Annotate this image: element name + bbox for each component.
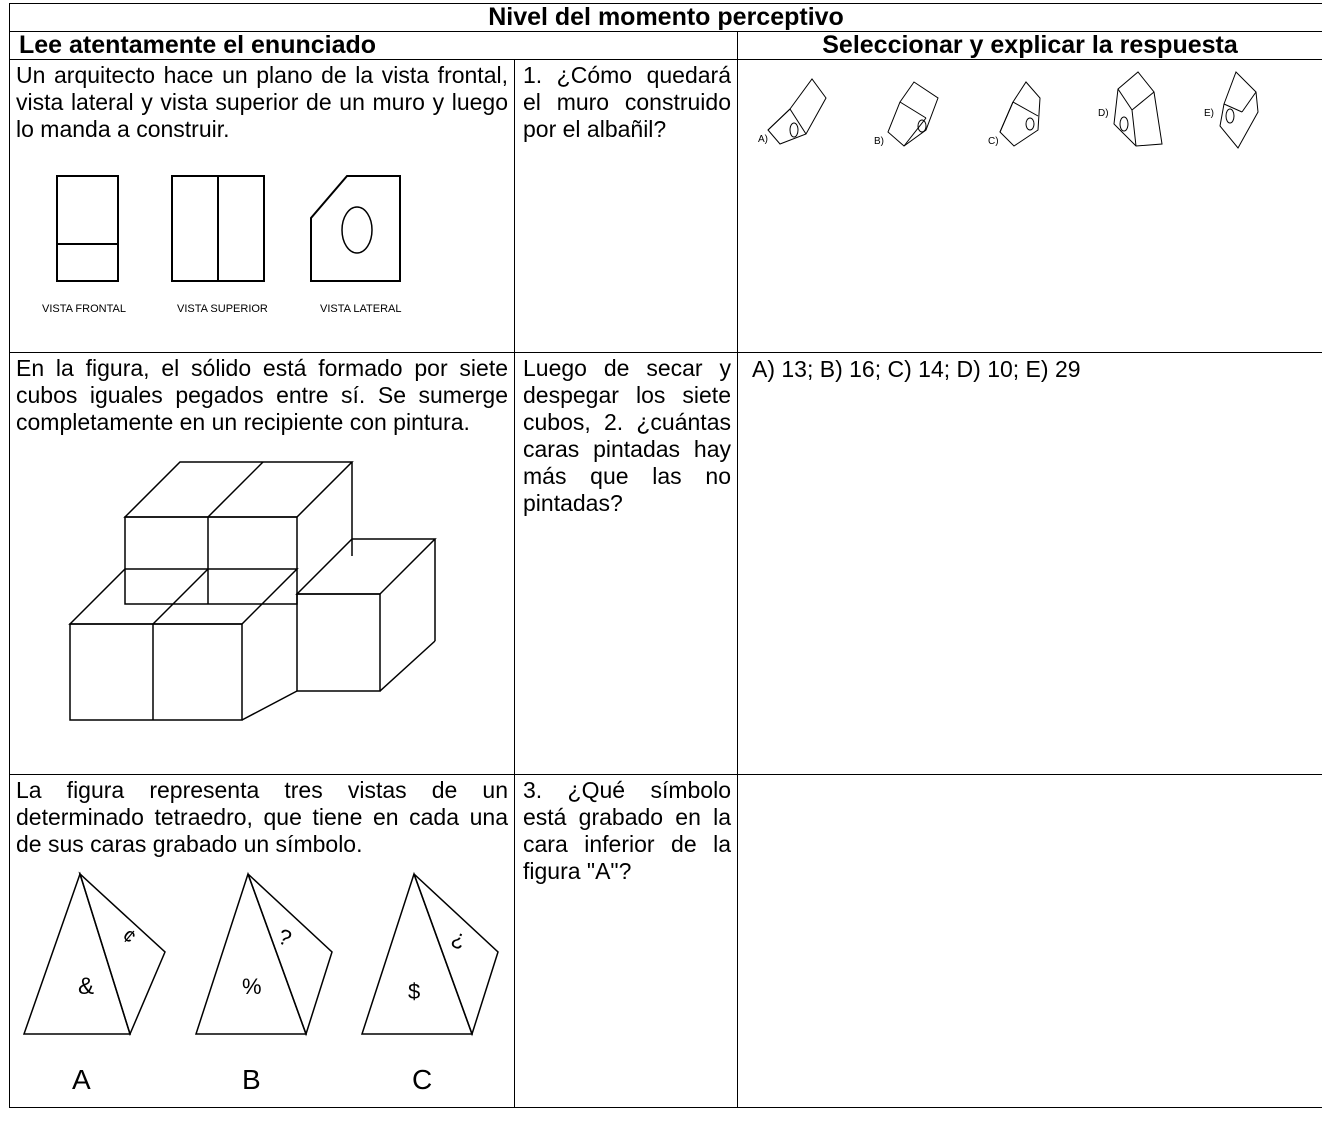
answer-cell-3 xyxy=(738,775,1322,1108)
statement-text-3: La figura representa tres vistas de un determinado tetraedro, que tiene en cada una de sus caras grabado un símbolo. xyxy=(16,777,508,857)
option-a-figure xyxy=(768,79,826,144)
tetra-c-front-symbol: $ xyxy=(408,979,421,1004)
tetra-b-front-symbol: % xyxy=(242,974,262,999)
table-title: Nivel del momento perceptivo xyxy=(10,4,1322,32)
table-row xyxy=(10,775,1322,1108)
question-cell-2 xyxy=(515,353,738,775)
table-row xyxy=(10,60,1322,353)
statement-cell-3 xyxy=(10,775,515,1108)
tetrahedron-a xyxy=(24,874,165,1034)
table-row xyxy=(10,353,1322,775)
option-d-figure xyxy=(1114,72,1162,146)
option-e-figure xyxy=(1220,72,1258,148)
question-text-1: 1. ¿Cómo quedará el muro construido por el albañil? xyxy=(523,62,731,142)
statement-text-1: Un arquitecto hace un plano de la vista frontal, vista lateral y vista superior de un muro y luego lo manda a construir. xyxy=(16,62,508,142)
statement-cell-2 xyxy=(10,353,515,775)
option-label-d: D) xyxy=(1098,108,1109,119)
options-diagram xyxy=(738,64,1322,184)
statement-column-header: Lee atentamente el enunciado xyxy=(10,32,738,60)
cubes-diagram xyxy=(10,444,515,744)
option-c-figure xyxy=(1000,82,1040,146)
wall-views-diagram xyxy=(10,168,515,328)
option-label-a: A) xyxy=(758,134,768,145)
tetra-b-side-symbol: ? xyxy=(274,923,295,952)
question-text-2: Luego de secar y despegar los siete cubos, 2. ¿cuántas caras pintadas hay más que las no pintadas? xyxy=(523,355,731,516)
side-view-circle xyxy=(342,207,372,253)
answer-cell-2 xyxy=(738,353,1322,775)
answer-options-2: A) 13; B) 16; C) 14; D) 10; E) 29 xyxy=(752,356,1081,382)
tetrahedron-b xyxy=(196,874,332,1034)
side-view-shape xyxy=(311,176,400,281)
option-label-b: B) xyxy=(874,136,884,147)
question-cell-1 xyxy=(515,60,738,353)
question-text-3: 3. ¿Qué símbolo está grabado en la cara inferior de la figura "A"? xyxy=(523,777,731,884)
tetra-label-a: A xyxy=(72,1064,91,1095)
cubes-drawing xyxy=(70,462,435,720)
tetra-a-side-symbol: ¢ xyxy=(117,924,141,949)
tetra-label-b: B xyxy=(242,1064,261,1095)
answer-space-3 xyxy=(738,775,1322,781)
tetrahedra-diagram xyxy=(10,864,515,1104)
tetra-label-c: C xyxy=(412,1064,433,1095)
statement-text-2: En la figura, el sólido está formado por siete cubos iguales pegados entre sí. Se sumerge completamente en un recipiente con pintura. xyxy=(16,355,508,435)
tetra-c-side-symbol: ¿ xyxy=(448,923,471,952)
view-label-side: VISTA LATERAL xyxy=(320,303,402,315)
option-label-e: E) xyxy=(1204,108,1214,119)
answer-column-header: Seleccionar y explicar la respuesta xyxy=(738,32,1322,60)
option-b-figure xyxy=(888,82,938,146)
option-label-c: C) xyxy=(988,136,999,147)
worksheet-table xyxy=(9,3,1322,1108)
statement-cell-1 xyxy=(10,60,515,353)
view-label-front: VISTA FRONTAL xyxy=(42,303,126,315)
front-view-shape xyxy=(57,176,118,281)
question-cell-3 xyxy=(515,775,738,1108)
tetra-a-front-symbol: & xyxy=(78,973,95,1000)
view-label-top: VISTA SUPERIOR xyxy=(177,303,268,315)
tetrahedron-c xyxy=(362,874,498,1034)
answer-cell-1 xyxy=(738,60,1322,353)
